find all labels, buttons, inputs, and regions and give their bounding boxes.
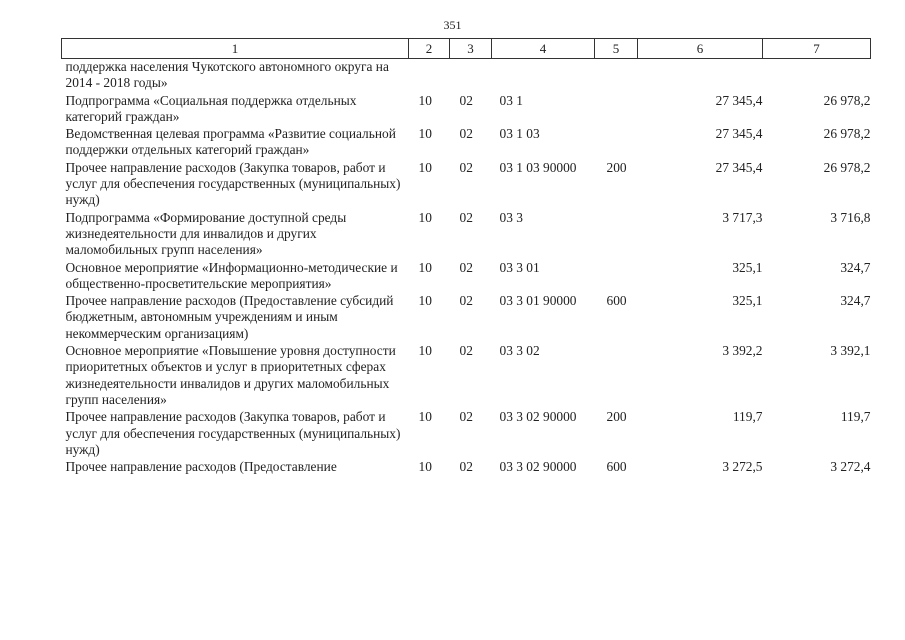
subsection-code-cell: 02	[459, 459, 473, 475]
subsection-code-cell: 02	[459, 293, 473, 309]
amount-cell: 26 978,2	[823, 159, 871, 175]
amount-cell: 3 392,1	[830, 343, 871, 359]
row-name-cell: Подпрограмма «Социальная поддержка отдельных категорий граждан»	[65, 92, 357, 124]
row-name-cell: Прочее направление расходов (Закупка товаров, работ и услуг для обеспечения государственных (муниципальных) нужд)	[65, 159, 401, 208]
subsection-code-cell: 02	[459, 209, 473, 225]
expense-type-cell	[595, 343, 638, 409]
target-article-cell: 03 3 02 90000	[499, 409, 577, 425]
amount-cell: 3 272,5	[722, 459, 763, 475]
section-code-cell: 10	[418, 209, 432, 225]
amount-cell: 27 345,4	[715, 126, 763, 142]
amount-cell: 325,1	[732, 293, 763, 309]
subsection-code-cell: 02	[459, 259, 473, 275]
target-article-cell: 03 1	[499, 92, 523, 108]
table-row	[62, 343, 871, 409]
amount-cell: 27 345,4	[715, 159, 763, 175]
table-row	[62, 126, 871, 160]
target-article-cell: 03 3	[499, 209, 523, 225]
row-name-cell: Прочее направление расходов (Предоставление	[65, 459, 337, 475]
section-code-cell	[409, 59, 450, 93]
subsection-code-cell: 02	[459, 159, 473, 175]
expense-type-cell: 600	[606, 459, 627, 475]
section-code-cell: 10	[418, 159, 432, 175]
target-article-cell: 03 3 01 90000	[499, 293, 577, 309]
amount-cell	[763, 59, 871, 93]
row-name-cell: Основное мероприятие «Информационно-методические и общественно-просветительские мероприятия»	[65, 259, 398, 291]
column-header: 1	[62, 39, 409, 59]
column-header: 4	[492, 39, 595, 59]
table-row	[62, 293, 871, 343]
column-header: 5	[595, 39, 638, 59]
target-article-cell: 03 1 03 90000	[499, 159, 577, 175]
table-row	[62, 459, 871, 476]
row-name-cell: Прочее направление расходов (Закупка товаров, работ и услуг для обеспечения государственных (муниципальных) нужд)	[65, 409, 401, 457]
amount-cell: 325,1	[732, 259, 763, 275]
row-name-cell: Подпрограмма «Формирование доступной среды жизнедеятельности для инвалидов и других маломобильных групп населения»	[65, 209, 347, 258]
amount-cell: 27 345,4	[715, 92, 763, 108]
row-name-cell: Ведомственная целевая программа «Развитие социальной поддержки отдельных категорий граждан»	[65, 126, 396, 158]
section-code-cell: 10	[418, 293, 432, 309]
target-article-cell: 03 3 01	[499, 259, 540, 275]
section-code-cell: 10	[418, 92, 432, 108]
subsection-code-cell	[450, 59, 492, 93]
amount-cell: 324,7	[840, 259, 871, 275]
target-article-cell: 03 3 02	[499, 343, 540, 359]
section-code-cell: 10	[418, 259, 432, 275]
page-number: 351	[443, 18, 462, 32]
header-row	[62, 39, 871, 59]
amount-cell: 119,7	[840, 409, 871, 425]
subsection-code-cell: 02	[459, 126, 473, 142]
column-header: 2	[409, 39, 450, 59]
table-row	[62, 160, 871, 210]
subsection-code-cell: 02	[459, 409, 473, 425]
row-name-cell: поддержка населения Чукотского автономного округа на 2014 - 2018 годы»	[65, 59, 389, 91]
expense-type-cell	[595, 59, 638, 93]
table-row	[62, 59, 871, 93]
column-header: 3	[450, 39, 492, 59]
section-code-cell: 10	[418, 343, 432, 359]
expense-type-cell: 200	[606, 159, 627, 175]
section-code-cell: 10	[418, 409, 432, 425]
section-code-cell: 10	[418, 459, 432, 475]
amount-cell: 26 978,2	[823, 92, 871, 108]
amount-cell: 324,7	[840, 293, 871, 309]
column-header: 7	[763, 39, 871, 59]
table-row	[62, 210, 871, 260]
amount-cell: 26 978,2	[823, 126, 871, 142]
amount-cell: 3 717,3	[722, 209, 763, 225]
section-code-cell: 10	[418, 126, 432, 142]
column-header: 6	[638, 39, 763, 59]
expense-type-cell	[595, 210, 638, 260]
expense-type-cell	[595, 93, 638, 127]
row-name-cell: Основное мероприятие «Повышение уровня доступности приоритетных объектов и услуг в приоритетных сферах жизнедеятельности инвалидов и других маломобильных групп населения»	[65, 343, 396, 407]
row-name-cell: Прочее направление расходов (Предоставление субсидий бюджетным, автономным учреждениям и иным некоммерческим организациям)	[65, 293, 394, 341]
target-article-cell: 03 1 03	[499, 126, 540, 142]
budget-table	[61, 38, 871, 476]
amount-cell: 3 272,4	[830, 459, 871, 475]
expense-type-cell	[595, 126, 638, 160]
table-row	[62, 93, 871, 127]
target-article-cell: 03 3 02 90000	[499, 459, 577, 475]
subsection-code-cell: 02	[459, 92, 473, 108]
amount-cell: 119,7	[732, 409, 763, 425]
expense-type-cell	[595, 260, 638, 294]
amount-cell: 3 716,8	[830, 209, 871, 225]
expense-type-cell: 200	[606, 409, 627, 425]
table-row	[62, 409, 871, 459]
subsection-code-cell: 02	[459, 343, 473, 359]
expense-type-cell: 600	[606, 293, 627, 309]
amount-cell: 3 392,2	[722, 343, 763, 359]
target-article-cell	[492, 59, 595, 93]
amount-cell	[638, 59, 763, 93]
table-row	[62, 260, 871, 294]
